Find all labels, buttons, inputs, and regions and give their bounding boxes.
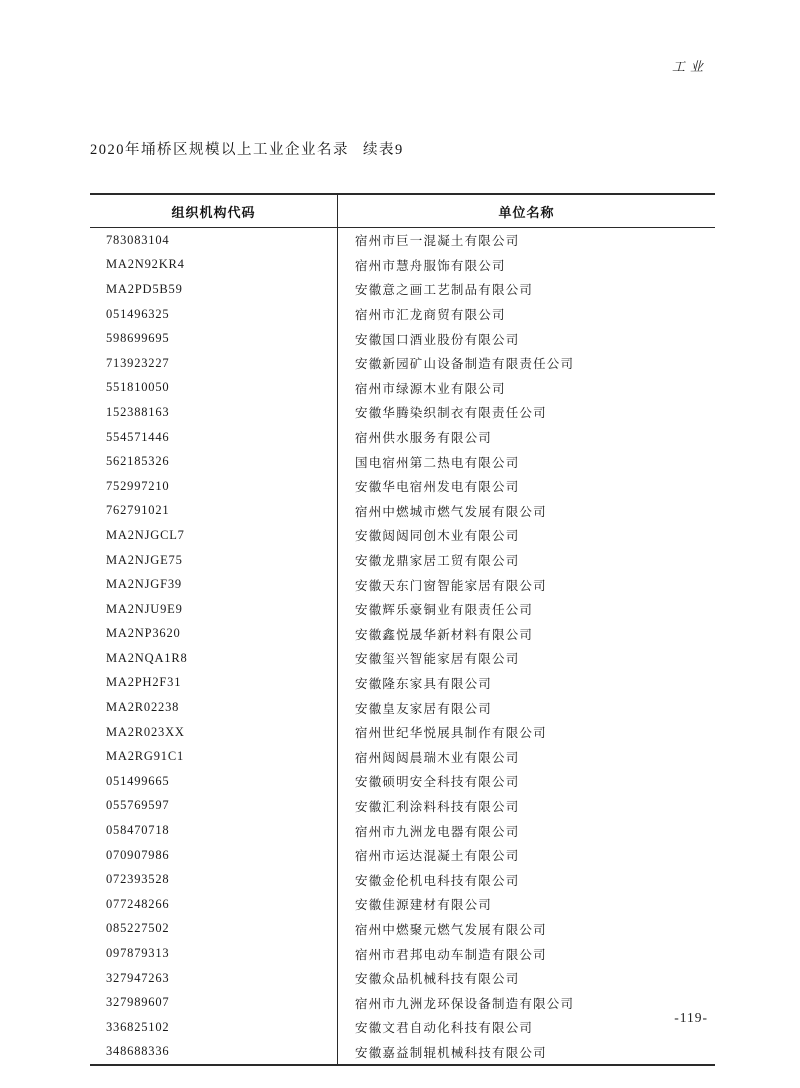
column-header-unit-name: 单位名称 — [338, 194, 716, 228]
unit-name-cell: 宿州市九洲龙环保设备制造有限公司 — [355, 996, 575, 1011]
table-row — [90, 917, 715, 942]
org-code-cell: 085227502 — [90, 917, 338, 942]
org-code-cell: 336825102 — [90, 1015, 338, 1040]
unit-name-cell: 安徽佳源建材有限公司 — [355, 898, 493, 913]
unit-name-cell: 安徽天东门窗智能家居有限公司 — [355, 578, 547, 593]
table-row — [90, 228, 715, 253]
column-header-org-code: 组织机构代码 — [90, 194, 338, 228]
org-code-cell: 598699695 — [90, 326, 338, 351]
org-code-cell: 327947263 — [90, 966, 338, 991]
page-title-text: 2020年埇桥区规模以上工业企业名录 — [90, 142, 349, 158]
table-header — [90, 194, 715, 228]
table-row — [90, 720, 715, 745]
table-row — [90, 474, 715, 499]
table-row — [90, 572, 715, 597]
table-row — [90, 769, 715, 794]
table-row — [90, 499, 715, 524]
unit-name-cell: 安徽玺兴智能家居有限公司 — [355, 652, 520, 667]
table-row — [90, 253, 715, 278]
table-row — [90, 1040, 715, 1066]
table-row — [90, 892, 715, 917]
table-row — [90, 523, 715, 548]
org-code-cell: MA2RG91C1 — [90, 744, 338, 769]
unit-name-cell: 安徽新园矿山设备制造有限责任公司 — [355, 357, 575, 372]
org-code-cell: 554571446 — [90, 425, 338, 450]
unit-name-cell: 宿州中燃城市燃气发展有限公司 — [355, 504, 547, 519]
unit-name-cell: 宿州中燃聚元燃气发展有限公司 — [355, 922, 547, 937]
table-row — [90, 941, 715, 966]
unit-name-cell: 安徽龙鼎家居工贸有限公司 — [355, 554, 520, 569]
org-code-cell: 348688336 — [90, 1040, 338, 1066]
unit-name-cell: 安徽金伦机电科技有限公司 — [355, 873, 520, 888]
org-code-cell: MA2NJGF39 — [90, 572, 338, 597]
unit-name-cell: 宿州市慧舟服饰有限公司 — [355, 258, 506, 273]
table-row — [90, 990, 715, 1015]
org-code-cell: 752997210 — [90, 474, 338, 499]
table-row — [90, 794, 715, 819]
org-code-cell: 077248266 — [90, 892, 338, 917]
unit-name-cell: 安徽皇友家居有限公司 — [355, 701, 493, 716]
unit-name-cell: 宿州市君邦电动车制造有限公司 — [355, 947, 547, 962]
unit-name-cell: 安徽硕明安全科技有限公司 — [355, 775, 520, 790]
table-row — [90, 695, 715, 720]
page-subtitle-text: 续表9 — [363, 142, 404, 158]
org-code-cell: 327989607 — [90, 990, 338, 1015]
table-row — [90, 597, 715, 622]
table-row — [90, 400, 715, 425]
org-code-cell: 551810050 — [90, 376, 338, 401]
org-code-cell: MA2NP3620 — [90, 622, 338, 647]
org-code-cell: 762791021 — [90, 499, 338, 524]
table-row — [90, 302, 715, 327]
unit-name-cell: 安徽华电宿州发电有限公司 — [355, 480, 520, 495]
org-code-cell: MA2PH2F31 — [90, 671, 338, 696]
org-code-cell: 562185326 — [90, 449, 338, 474]
org-code-cell: MA2NJU9E9 — [90, 597, 338, 622]
unit-name-cell: 安徽汇利涂料科技有限公司 — [355, 799, 520, 814]
unit-name-cell: 宿州市运达混凝土有限公司 — [355, 849, 520, 864]
unit-name-cell: 宿州市九洲龙电器有限公司 — [355, 824, 520, 839]
table-row — [90, 818, 715, 843]
org-code-cell: 051496325 — [90, 302, 338, 327]
org-code-cell: MA2R023XX — [90, 720, 338, 745]
unit-name-cell: 宿州市巨一混凝土有限公司 — [355, 234, 520, 249]
unit-name-cell: 宿州市绿源木业有限公司 — [355, 381, 506, 396]
org-code-cell: 152388163 — [90, 400, 338, 425]
table-row — [90, 622, 715, 647]
table-row — [90, 449, 715, 474]
unit-name-cell: 安徽众品机械科技有限公司 — [355, 972, 520, 987]
unit-name-cell: 安徽华腾染织制衣有限责任公司 — [355, 406, 547, 421]
unit-name-cell: 安徽鑫悦晟华新材料有限公司 — [355, 627, 534, 642]
unit-name-cell: 宿州闼闼晨瑞木业有限公司 — [355, 750, 520, 765]
org-code-cell: 055769597 — [90, 794, 338, 819]
table-row — [90, 966, 715, 991]
table-row — [90, 744, 715, 769]
unit-name-cell: 安徽意之画工艺制品有限公司 — [355, 283, 534, 298]
page-title — [90, 138, 404, 159]
table-row — [90, 376, 715, 401]
org-code-cell: 713923227 — [90, 351, 338, 376]
unit-name-cell: 安徽嘉益制辊机械科技有限公司 — [338, 1040, 716, 1066]
section-corner-label: 工业 — [671, 59, 708, 74]
unit-name-cell: 宿州世纪华悦展具制作有限公司 — [355, 726, 547, 741]
page-number: -119- — [674, 1010, 708, 1025]
org-code-cell: MA2R02238 — [90, 695, 338, 720]
org-code-cell: 072393528 — [90, 867, 338, 892]
org-code-cell: MA2NQA1R8 — [90, 646, 338, 671]
table-row — [90, 646, 715, 671]
org-code-cell: MA2PD5B59 — [90, 277, 338, 302]
unit-name-cell: 国电宿州第二热电有限公司 — [355, 455, 520, 470]
unit-name-cell: 安徽闼闼同创木业有限公司 — [355, 529, 520, 544]
org-code-cell: 058470718 — [90, 818, 338, 843]
table-row — [90, 843, 715, 868]
table-row — [90, 671, 715, 696]
table-row — [90, 326, 715, 351]
table-row — [90, 425, 715, 450]
org-code-cell: MA2NJGE75 — [90, 548, 338, 573]
unit-name-cell: 安徽辉乐豪铜业有限责任公司 — [355, 603, 534, 618]
org-code-cell: 783083104 — [90, 228, 338, 253]
org-code-cell: 070907986 — [90, 843, 338, 868]
table-row — [90, 277, 715, 302]
table-body — [90, 228, 715, 1066]
unit-name-cell: 宿州市汇龙商贸有限公司 — [355, 308, 506, 323]
org-code-cell: 051499665 — [90, 769, 338, 794]
unit-name-cell: 宿州供水服务有限公司 — [355, 431, 493, 446]
table-header-row — [90, 194, 715, 228]
org-code-cell: MA2NJGCL7 — [90, 523, 338, 548]
enterprise-table — [90, 193, 715, 1066]
unit-name-cell: 安徽国口酒业股份有限公司 — [355, 332, 520, 347]
unit-name-cell: 安徽隆东家具有限公司 — [355, 676, 493, 691]
org-code-cell: MA2N92KR4 — [90, 253, 338, 278]
unit-name-cell: 安徽文君自动化科技有限公司 — [355, 1021, 534, 1036]
table-row — [90, 867, 715, 892]
table-row — [90, 1015, 715, 1040]
table-row — [90, 351, 715, 376]
org-code-cell: 097879313 — [90, 941, 338, 966]
table-row — [90, 548, 715, 573]
